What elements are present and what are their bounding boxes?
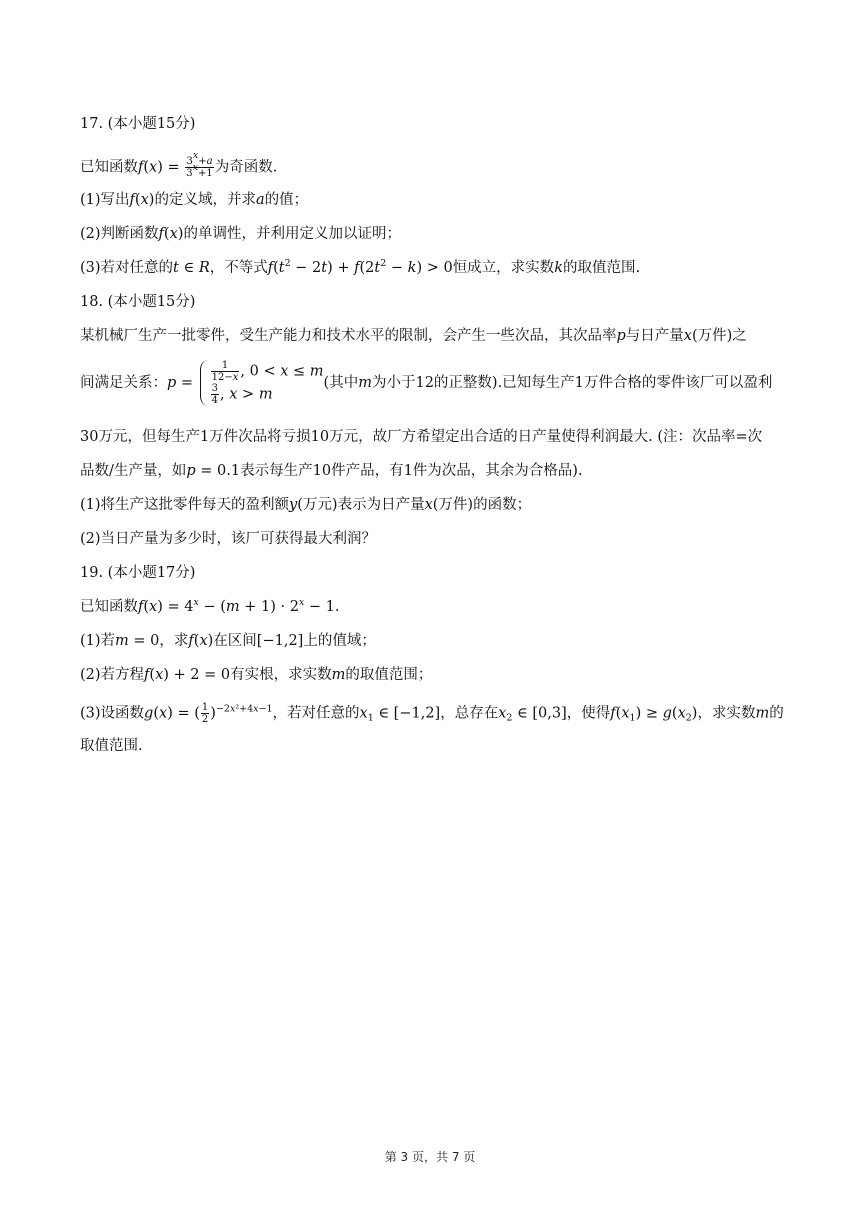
q17-part3: (3)若对任意的t ∈ R，不等式$f(t^2 - 2t) + f(2t^2 - k) > 0$恒成立，求实数k的取值范围. <box>80 258 641 276</box>
q19-header: 19. (本小题17分) <box>80 565 196 581</box>
q17-fraction: $\frac{3^x+a}{3^x+1}$ <box>186 150 213 179</box>
q18-line4: 品数/生产量，如p = 0.1表示每生产10件产品，有1件为次品，其余为合格品). <box>80 463 583 479</box>
q18-line3: 30万元，但每生产1万件次品将亏损10万元，故厂方希望定出合适的日产量使得利润最大. (注：次品率=次 <box>80 429 763 445</box>
q18-line2: 间满足关系：p = $\frac{1}{12-x}$ , 0 < x ≤ m $\frac{3}{4}$ , x > m (其中m为小于12的正整数).已知每生产1万件合格的零件该厂可以盈利 <box>80 360 773 406</box>
q17-stem: 已知函数f(x) = $\frac{3^x+a}{3^x+1}$ 为奇函数. <box>80 150 278 179</box>
q18-part1: (1)将生产这批零件每天的盈利额y(万元)表示为日产量x(万件)的函数； <box>80 497 532 513</box>
q17-part1: (1)写出f(x)的定义域，并求a的值； <box>80 192 309 208</box>
q18-line1: 某机械厂生产一批零件，受生产能力和技术水平的限制，会产生一些次品，其次品率p与日产量x(万件)之 <box>80 328 747 344</box>
q19-part2: (2)若方程f(x) + 2 = 0有实根，求实数m的取值范围； <box>80 667 433 683</box>
q18-piecewise: $\frac{1}{12-x}$ , 0 < x ≤ m $\frac{3}{4}$ , x > m <box>200 360 324 406</box>
q19-part3-cont: 取值范围. <box>80 738 143 754</box>
q17-header: 17. (本小题15分) <box>80 116 196 132</box>
q19-part1: (1)若m = 0，求f(x)在区间[−1,2]上的值域； <box>80 633 376 649</box>
q18-header: 18. (本小题15分) <box>80 294 196 310</box>
q17-part2: (2)判断函数f(x)的单调性，并利用定义加以证明； <box>80 226 401 242</box>
q18-part2: (2)当日产量为多少时，该厂可获得最大利润？ <box>80 531 377 547</box>
q19-part3: (3)设函数g(x) = ( $\frac{1}{2}$ )$^{-2x^2+4x-1}$，若对任意的$x_1$ ∈ [−1,2]，总存在$x_2$ ∈ [0,3]，使得$f(x_1) \ge g(x_2)$，求实数m的 <box>80 702 784 725</box>
page-footer: 第 3 页，共 7 页 <box>384 1150 476 1164</box>
q19-stem: 已知函数$f(x) = 4^x - (m + 1) \cdot 2^x - 1$. <box>80 597 340 615</box>
